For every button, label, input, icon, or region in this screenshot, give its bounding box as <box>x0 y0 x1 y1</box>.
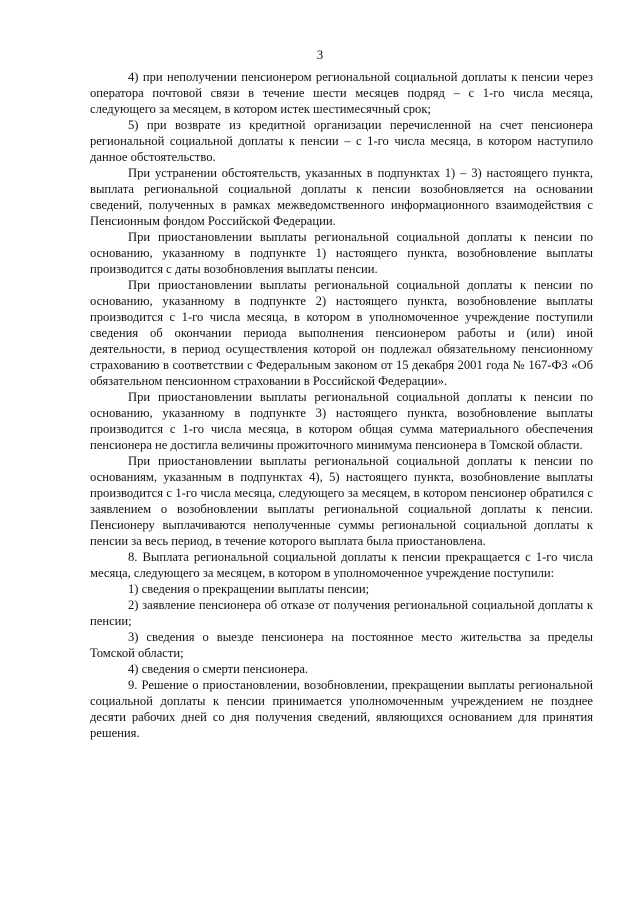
paragraph-resumption-item-1: При приостановлении выплаты региональной социальной доплаты к пенсии по основанию, указанному в подпункте 1) настоящего пункта, возобновление выплаты производится с даты возобновления выплаты пенсии. <box>90 230 593 276</box>
paragraph-section-8-termination: 8. Выплата региональной социальной доплаты к пенсии прекращается с 1-го числа месяца, следующего за месяцем, в котором в уполномоченное учреждение поступили: <box>90 550 593 580</box>
paragraph-resumption-item-2: При приостановлении выплаты региональной социальной доплаты к пенсии по основанию, указанному в подпункте 2) настоящего пункта, возобновление выплаты производится с 1-го числа месяца, в котором в уполномоченное учреждение поступили сведения об окончании периода выполнения пенсионером работы и (или) иной деятельности, в период осуществления которой он подлежал обязательному пенсионному страхованию в соответствии с Федеральным законом от 15 декабря 2001 года № 167-ФЗ «Об обязательном пенсионном страховании в Российской Федерации». <box>90 278 593 388</box>
paragraph-item-4-no-postal-receipt: 4) при неполучении пенсионером региональной социальной доплаты к пенсии через оператора почтовой связи в течение шести месяцев подряд – с 1-го числа месяца, следующего за месяцем, в котором истек шестимесячный срок; <box>90 70 593 116</box>
paragraph-termination-item-3: 3) сведения о выезде пенсионера на постоянное место жительства за пределы Томской области; <box>90 630 593 660</box>
paragraph-termination-item-4: 4) сведения о смерти пенсионера. <box>128 662 309 676</box>
paragraph-termination-item-1: 1) сведения о прекращении выплаты пенсии; <box>128 582 370 596</box>
paragraph-item-5-bank-return: 5) при возврате из кредитной организации перечисленной на счет пенсионера региональной социальной доплаты к пенсии – с 1-го числа месяца, в котором наступило данное обстоятельство. <box>90 118 593 164</box>
paragraph-section-9-decision: 9. Решение о приостановлении, возобновлении, прекращении выплаты региональной социальной доплаты к пенсии принимается уполномоченным учреждением не позднее десяти рабочих дней со дня получения сведений, являющихся основанием для принятия решения. <box>90 678 593 740</box>
paragraph-resumption-items-4-5: При приостановлении выплаты региональной социальной доплаты к пенсии по основаниям, указанным в подпунктах 4), 5) настоящего пункта, возобновление выплаты производится с 1-го числа месяца, следующего за месяцем, в котором пенсионер обратился с заявлением о возобновлении выплаты региональной социальной доплаты к пенсии. Пенсионеру выплачиваются неполученные суммы региональной социальной доплаты к пенсии за весь период, в течение которого выплата была приостановлена. <box>90 454 593 548</box>
document-body <box>90 69 593 741</box>
page-number: 3 <box>316 47 324 62</box>
paragraph-termination-item-2: 2) заявление пенсионера об отказе от получения региональной социальной доплаты к пенсии; <box>90 598 593 628</box>
paragraph-resumption-item-3: При приостановлении выплаты региональной социальной доплаты к пенсии по основанию, указанному в подпункте 3) настоящего пункта, возобновление выплаты производится с 1-го числа месяца, в котором общая сумма материального обеспечения пенсионера не достигла величины прожиточного минимума пенсионера в Томской области. <box>90 390 593 452</box>
paragraph-resumption-items-1-3: При устранении обстоятельств, указанных в подпунктах 1) – 3) настоящего пункта, выплата региональной социальной доплаты к пенсии возобновляется на основании сведений, полученных в рамках межведомственного информационного взаимодействия с Пенсионным фондом Российской Федерации. <box>90 166 593 228</box>
